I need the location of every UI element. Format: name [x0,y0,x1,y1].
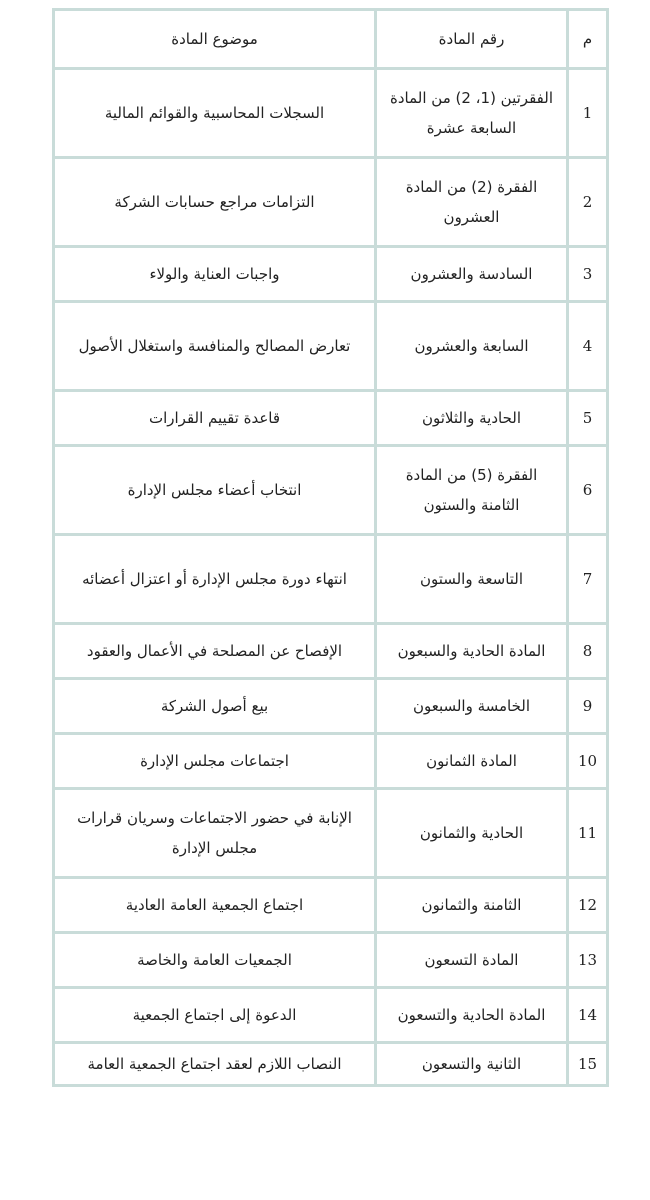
row-article: التاسعة والستون [376,535,568,624]
table-row [54,1043,608,1086]
table-row [54,69,608,158]
row-article: الحادية والثمانون [376,789,568,878]
row-number: 4 [568,302,608,391]
row-number: 11 [568,789,608,878]
row-subject: اجتماعات مجلس الإدارة [54,734,376,789]
row-subject: تعارض المصالح والمنافسة واستغلال الأصول [54,302,376,391]
row-subject: واجبات العناية والولاء [54,247,376,302]
table-row [54,535,608,624]
row-article: المادة الحادية والسبعون [376,624,568,679]
table-row [54,933,608,988]
row-subject: انتهاء دورة مجلس الإدارة أو اعتزال أعضائه [54,535,376,624]
row-article: الفقرة (2) من المادة العشرون [376,158,568,247]
table-row [54,158,608,247]
row-number: 6 [568,446,608,535]
table-row [54,679,608,734]
row-number: 1 [568,69,608,158]
header-subject: موضوع المادة [54,10,376,69]
row-subject: الإفصاح عن المصلحة في الأعمال والعقود [54,624,376,679]
row-number: 5 [568,391,608,446]
row-number: 2 [568,158,608,247]
row-subject: اجتماع الجمعية العامة العادية [54,878,376,933]
row-article: الخامسة والسبعون [376,679,568,734]
row-number: 3 [568,247,608,302]
table-body [54,69,608,1086]
articles-table [52,8,609,1087]
table-row [54,302,608,391]
row-subject: النصاب اللازم لعقد اجتماع الجمعية العامة [54,1043,376,1086]
row-number: 9 [568,679,608,734]
row-article: الفقرة (5) من المادة الثامنة والستون [376,446,568,535]
row-number: 8 [568,624,608,679]
table-row [54,734,608,789]
row-subject: بيع أصول الشركة [54,679,376,734]
table-row [54,988,608,1043]
header-number: م [568,10,608,69]
table-row [54,247,608,302]
row-article: المادة التسعون [376,933,568,988]
row-article: المادة الثمانون [376,734,568,789]
row-subject: الدعوة إلى اجتماع الجمعية [54,988,376,1043]
table-row [54,878,608,933]
row-article: الحادية والثلاثون [376,391,568,446]
row-subject: الإنابة في حضور الاجتماعات وسريان قرارات مجلس الإدارة [54,789,376,878]
row-subject: التزامات مراجع حسابات الشركة [54,158,376,247]
row-subject: السجلات المحاسبية والقوائم المالية [54,69,376,158]
table-row [54,391,608,446]
row-number: 15 [568,1043,608,1086]
row-number: 7 [568,535,608,624]
header-row [54,10,608,69]
table-row [54,624,608,679]
row-article: الثانية والتسعون [376,1043,568,1086]
table-row [54,789,608,878]
row-number: 10 [568,734,608,789]
row-number: 13 [568,933,608,988]
row-article: السابعة والعشرون [376,302,568,391]
row-article: الثامنة والثمانون [376,878,568,933]
header-article: رقم المادة [376,10,568,69]
row-subject: انتخاب أعضاء مجلس الإدارة [54,446,376,535]
row-subject: الجمعيات العامة والخاصة [54,933,376,988]
table-row [54,446,608,535]
row-article: المادة الحادية والتسعون [376,988,568,1043]
row-article: الفقرتين (1، 2) من المادة السابعة عشرة [376,69,568,158]
row-number: 12 [568,878,608,933]
row-article: السادسة والعشرون [376,247,568,302]
table-header [54,10,608,69]
row-number: 14 [568,988,608,1043]
row-subject: قاعدة تقييم القرارات [54,391,376,446]
